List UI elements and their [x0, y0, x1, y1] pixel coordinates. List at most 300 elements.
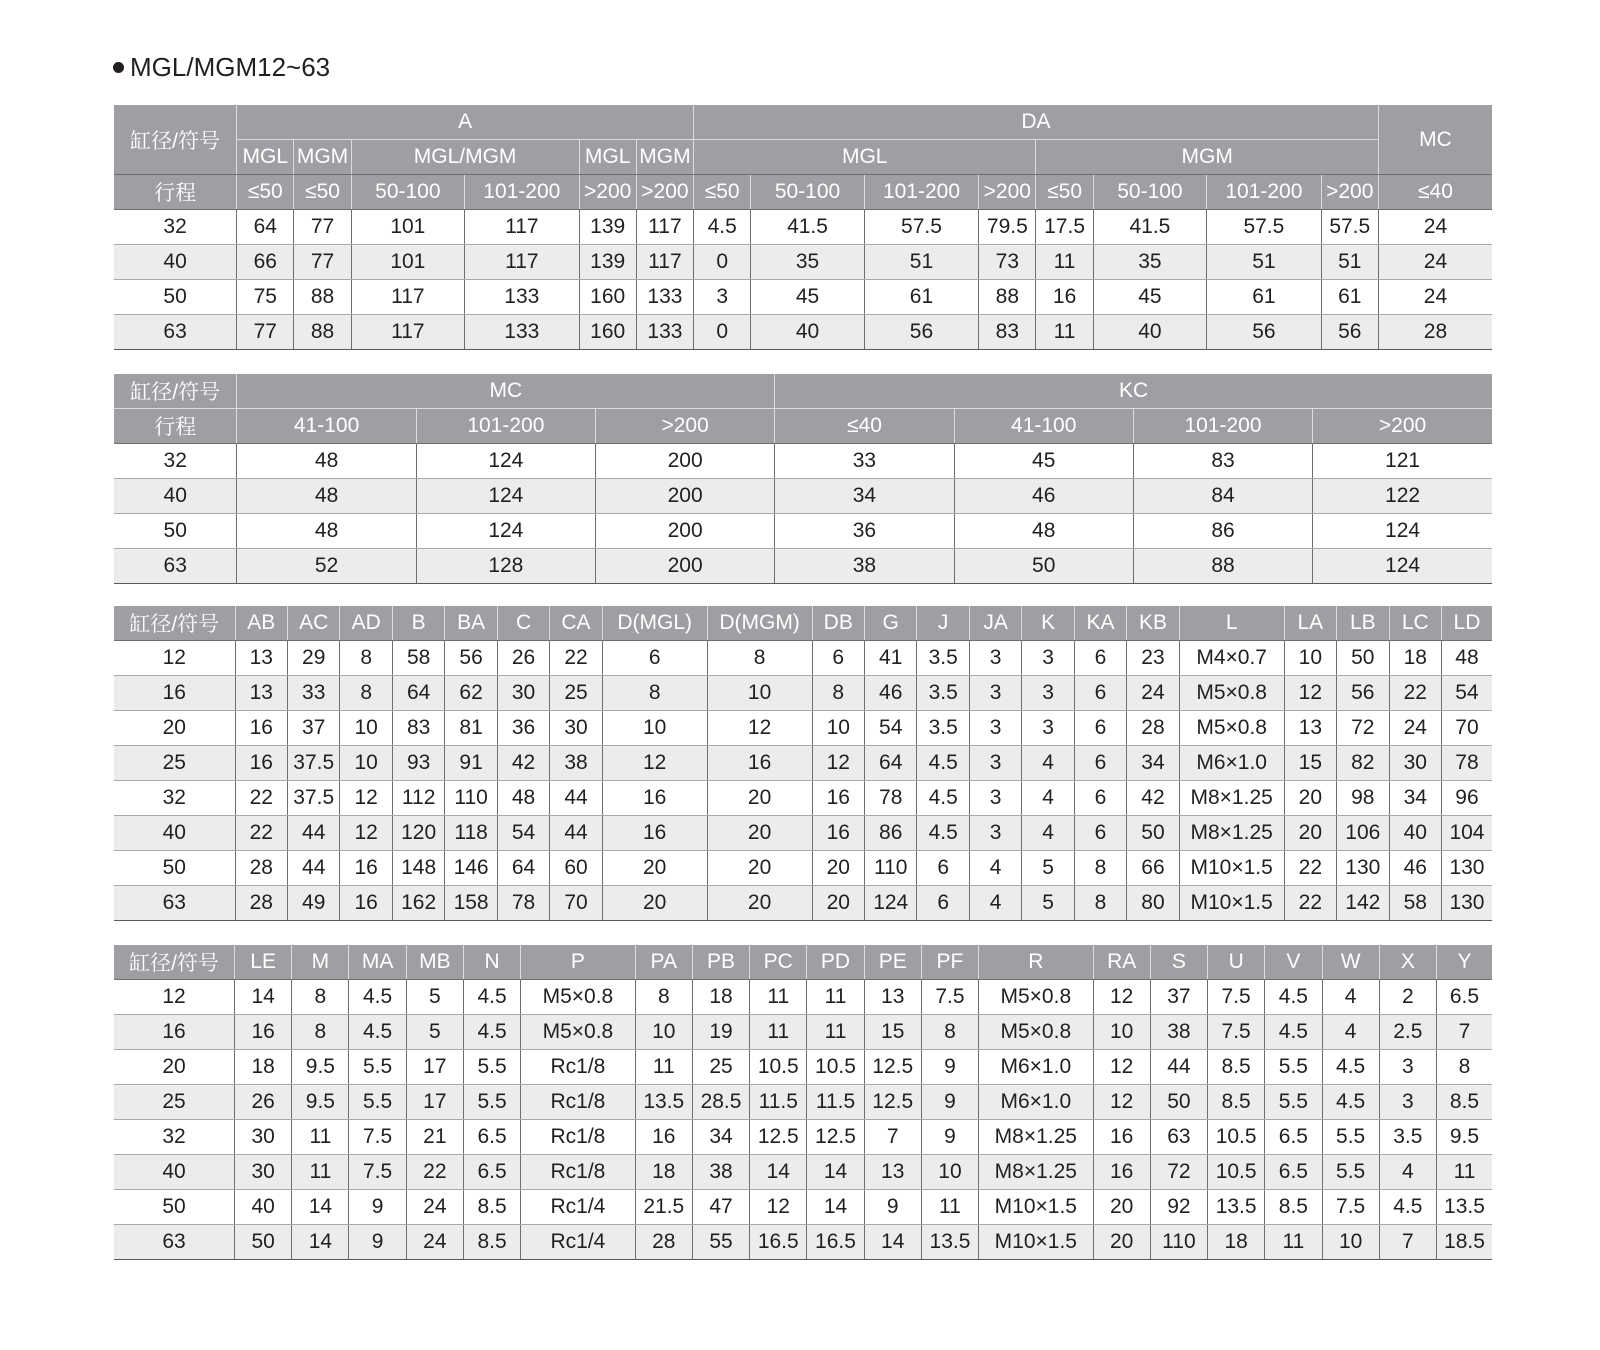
- table-cell: 6: [1074, 781, 1126, 816]
- stroke-range: 101-200: [1133, 409, 1312, 444]
- table-cell: 12: [1093, 980, 1150, 1015]
- table-cell: 11: [1036, 245, 1093, 280]
- column-header: KA: [1074, 606, 1126, 641]
- table-cell: M5×0.8: [521, 1015, 635, 1050]
- table-cell: 80: [1127, 886, 1179, 921]
- table-cell: 55: [692, 1225, 749, 1260]
- table-cell: 139: [579, 245, 636, 280]
- table-cell: 78: [1441, 746, 1492, 781]
- table-cell: 12: [602, 746, 707, 781]
- stroke-range: >200: [1321, 175, 1378, 210]
- table-cell: 110: [1150, 1225, 1207, 1260]
- column-header: U: [1208, 945, 1265, 980]
- table-cell: M5×0.8: [979, 980, 1093, 1015]
- column-header: BA: [445, 606, 497, 641]
- sub-header-mgm: MGM: [636, 140, 693, 175]
- table-cell: 3: [1022, 676, 1074, 711]
- table-cell: 10.5: [1208, 1155, 1265, 1190]
- table-cell: 37: [288, 711, 340, 746]
- column-header: JA: [969, 606, 1021, 641]
- table-cell: 9.5: [1436, 1120, 1492, 1155]
- table-cell: Rc1/8: [521, 1085, 635, 1120]
- column-header: Y: [1436, 945, 1492, 980]
- table-cell: 29: [288, 641, 340, 676]
- table-cell: 50: [1337, 641, 1389, 676]
- table-cell: 42: [497, 746, 549, 781]
- table-cell: M5×0.8: [1179, 676, 1284, 711]
- table-cell: 38: [550, 746, 602, 781]
- column-header: KB: [1127, 606, 1179, 641]
- table-cell: 57.5: [864, 210, 978, 245]
- table-cell: M10×1.5: [979, 1190, 1093, 1225]
- sub-header-mgl: MGL: [579, 140, 636, 175]
- table-cell: Rc1/8: [521, 1120, 635, 1155]
- table-cell: 16: [235, 711, 287, 746]
- table-cell: 10: [602, 711, 707, 746]
- group-header-da: DA: [694, 105, 1379, 140]
- table-cell: 13: [1284, 711, 1336, 746]
- table-cell: 57.5: [1207, 210, 1321, 245]
- table-cell: 200: [596, 444, 775, 479]
- table-cell: 8: [292, 980, 349, 1015]
- table-cell: 5.5: [1265, 1050, 1322, 1085]
- table-cell: 9.5: [292, 1050, 349, 1085]
- table-cell: 28.5: [692, 1085, 749, 1120]
- table-cell: 3: [969, 781, 1021, 816]
- table-cell: 16: [602, 816, 707, 851]
- table-cell: 11: [1436, 1155, 1492, 1190]
- column-header: PD: [807, 945, 864, 980]
- table-cell: 52: [237, 549, 416, 584]
- bore-size-cell: 25: [114, 746, 235, 781]
- table-cell: 17: [406, 1085, 463, 1120]
- table-cell: 10.5: [1208, 1120, 1265, 1155]
- table-cell: 40: [235, 1190, 292, 1225]
- table-cell: 18: [692, 980, 749, 1015]
- table-cell: 10: [1093, 1015, 1150, 1050]
- table-cell: 130: [1337, 851, 1389, 886]
- group-header-a: A: [237, 105, 694, 140]
- table-cell: 26: [235, 1085, 292, 1120]
- table-cell: 8: [1074, 851, 1126, 886]
- table-cell: 133: [636, 315, 693, 350]
- table-cell: 4.5: [694, 210, 751, 245]
- table-cell: 7: [1379, 1225, 1436, 1260]
- table-cell: 12: [340, 781, 392, 816]
- table-cell: 14: [807, 1190, 864, 1225]
- stroke-range: ≤50: [237, 175, 294, 210]
- table-cell: 40: [751, 315, 864, 350]
- table-cell: M4×0.7: [1179, 641, 1284, 676]
- table-cell: 101: [351, 245, 464, 280]
- table-row: [114, 746, 1492, 781]
- table-cell: 128: [416, 549, 595, 584]
- table-cell: 133: [465, 280, 579, 315]
- table-cell: 12: [707, 711, 812, 746]
- column-header: DB: [812, 606, 864, 641]
- table-cell: 86: [1133, 514, 1312, 549]
- table-cell: 22: [235, 781, 287, 816]
- table-cell: 8: [602, 676, 707, 711]
- bore-size-cell: 20: [114, 1050, 235, 1085]
- table-cell: 61: [1207, 280, 1321, 315]
- table-cell: 49: [288, 886, 340, 921]
- table-cell: 83: [392, 711, 444, 746]
- table-cell: 45: [751, 280, 864, 315]
- dimension-table-a-da-mc: [114, 105, 1492, 350]
- table-cell: 16: [340, 851, 392, 886]
- table-cell: 13.5: [1208, 1190, 1265, 1225]
- table-cell: 44: [1150, 1050, 1207, 1085]
- column-header: AD: [340, 606, 392, 641]
- table-cell: 13: [864, 980, 921, 1015]
- table-cell: 33: [288, 676, 340, 711]
- table-cell: 120: [392, 816, 444, 851]
- table-cell: 110: [864, 851, 916, 886]
- title-text: MGL/MGM12~63: [130, 52, 331, 82]
- table-cell: 124: [864, 886, 916, 921]
- column-header: C: [497, 606, 549, 641]
- table-cell: 82: [1337, 746, 1389, 781]
- table-cell: 66: [237, 245, 294, 280]
- table-cell: 48: [237, 514, 416, 549]
- table-cell: 93: [392, 746, 444, 781]
- table-cell: 24: [406, 1225, 463, 1260]
- table-cell: 0: [694, 315, 751, 350]
- table-cell: 124: [416, 514, 595, 549]
- table-cell: 37.5: [288, 781, 340, 816]
- table-cell: 44: [550, 816, 602, 851]
- table-cell: 124: [416, 444, 595, 479]
- table-cell: 78: [497, 886, 549, 921]
- column-header: L: [1179, 606, 1284, 641]
- table-cell: 48: [237, 444, 416, 479]
- column-header: LC: [1389, 606, 1441, 641]
- table-cell: 7.5: [1322, 1190, 1379, 1225]
- table-cell: 4: [1322, 980, 1379, 1015]
- table-cell: 56: [1337, 676, 1389, 711]
- table-cell: 10: [707, 676, 812, 711]
- column-header: R: [979, 945, 1093, 980]
- table-cell: 40: [1389, 816, 1441, 851]
- table-cell: 12: [812, 746, 864, 781]
- table-cell: 12: [340, 816, 392, 851]
- corner-header: 缸径/符号: [114, 945, 235, 980]
- table-cell: 117: [465, 210, 579, 245]
- table-cell: 37: [1150, 980, 1207, 1015]
- table-row: [114, 280, 1492, 315]
- table-cell: 21: [406, 1120, 463, 1155]
- table-cell: 5: [406, 1015, 463, 1050]
- table-cell: 160: [579, 315, 636, 350]
- column-header: M: [292, 945, 349, 980]
- table-cell: 3: [969, 641, 1021, 676]
- table-cell: 6.5: [1265, 1120, 1322, 1155]
- table-row: [114, 549, 1492, 584]
- table-cell: 77: [294, 245, 351, 280]
- table-cell: 5.5: [463, 1085, 520, 1120]
- table-cell: 18: [1389, 641, 1441, 676]
- column-header: MA: [349, 945, 406, 980]
- table-cell: 11: [292, 1120, 349, 1155]
- table-cell: 19: [692, 1015, 749, 1050]
- bore-size-cell: 32: [114, 781, 235, 816]
- stroke-range: 101-200: [1207, 175, 1321, 210]
- table-cell: 16: [1093, 1155, 1150, 1190]
- table-cell: 2.5: [1379, 1015, 1436, 1050]
- table-cell: 13: [235, 676, 287, 711]
- bore-size-cell: 50: [114, 1190, 235, 1225]
- table-cell: 58: [1389, 886, 1441, 921]
- table-cell: 6.5: [1436, 980, 1492, 1015]
- table-cell: 84: [1133, 479, 1312, 514]
- table-cell: 8.5: [1208, 1085, 1265, 1120]
- table-cell: 20: [602, 851, 707, 886]
- table-cell: 117: [636, 210, 693, 245]
- table-cell: 17: [406, 1050, 463, 1085]
- bore-size-cell: 63: [114, 549, 237, 584]
- table-cell: 3: [969, 746, 1021, 781]
- table-cell: 34: [1127, 746, 1179, 781]
- table-cell: 6: [1074, 641, 1126, 676]
- table-cell: 22: [1284, 851, 1336, 886]
- dimension-table-ab-ld: [114, 606, 1492, 921]
- table-cell: 16: [1036, 280, 1093, 315]
- table-cell: 86: [864, 816, 916, 851]
- table-cell: 51: [1321, 245, 1378, 280]
- bore-size-cell: 32: [114, 210, 237, 245]
- table-cell: 44: [550, 781, 602, 816]
- table-cell: 18.5: [1436, 1225, 1492, 1260]
- table-cell: Rc1/8: [521, 1050, 635, 1085]
- column-header: D(MGM): [707, 606, 812, 641]
- table-cell: 4: [1322, 1015, 1379, 1050]
- table-cell: 41: [864, 641, 916, 676]
- sub-header-da-mgl: MGL: [694, 140, 1036, 175]
- table-cell: M8×1.25: [979, 1120, 1093, 1155]
- table-cell: 5.5: [1322, 1120, 1379, 1155]
- table-cell: 16.5: [807, 1225, 864, 1260]
- table-cell: 35: [751, 245, 864, 280]
- table-row: [114, 1190, 1492, 1225]
- table-cell: 14: [292, 1225, 349, 1260]
- table-cell: 3: [1022, 711, 1074, 746]
- table-cell: 4.5: [1265, 1015, 1322, 1050]
- table-cell: 30: [497, 676, 549, 711]
- table-row: [114, 711, 1492, 746]
- bore-size-cell: 63: [114, 1225, 235, 1260]
- table-cell: 30: [235, 1155, 292, 1190]
- table-cell: 61: [864, 280, 978, 315]
- table-cell: 9: [349, 1225, 406, 1260]
- table-cell: 117: [351, 280, 464, 315]
- table-cell: 4.5: [917, 746, 969, 781]
- table-cell: 12.5: [864, 1050, 921, 1085]
- table-cell: 20: [707, 886, 812, 921]
- bore-size-cell: 40: [114, 1155, 235, 1190]
- table-cell: 12: [1093, 1085, 1150, 1120]
- column-header: S: [1150, 945, 1207, 980]
- table-cell: 160: [579, 280, 636, 315]
- table-cell: 20: [707, 816, 812, 851]
- table-cell: 13: [235, 641, 287, 676]
- table-cell: 20: [1284, 816, 1336, 851]
- table-cell: 7.5: [349, 1120, 406, 1155]
- table-cell: 6: [1074, 676, 1126, 711]
- stroke-range: >200: [579, 175, 636, 210]
- table-cell: 64: [237, 210, 294, 245]
- table-cell: 38: [775, 549, 954, 584]
- dimension-table-le-y: [114, 945, 1492, 1260]
- table-cell: 8: [1436, 1050, 1492, 1085]
- table-cell: 5: [1022, 886, 1074, 921]
- table-cell: 16: [1093, 1120, 1150, 1155]
- bore-size-cell: 40: [114, 245, 237, 280]
- table-cell: 57.5: [1321, 210, 1378, 245]
- table-cell: 11.5: [807, 1085, 864, 1120]
- table-cell: 34: [1389, 781, 1441, 816]
- table-cell: 48: [237, 479, 416, 514]
- table-cell: 117: [636, 245, 693, 280]
- table-cell: 6: [1074, 746, 1126, 781]
- table-cell: 11: [750, 1015, 807, 1050]
- table-cell: 4.5: [1265, 980, 1322, 1015]
- table-cell: 110: [445, 781, 497, 816]
- sub-header-da-mgm: MGM: [1036, 140, 1378, 175]
- table-cell: 8.5: [1436, 1085, 1492, 1120]
- table-cell: 22: [550, 641, 602, 676]
- table-cell: 10: [1284, 641, 1336, 676]
- table-cell: 7.5: [1208, 980, 1265, 1015]
- stroke-range: 50-100: [351, 175, 464, 210]
- table-cell: M5×0.8: [1179, 711, 1284, 746]
- table-cell: 130: [1441, 851, 1492, 886]
- table-cell: 8: [921, 1015, 978, 1050]
- table-cell: 124: [1313, 514, 1492, 549]
- stroke-label: 行程: [114, 409, 237, 444]
- table-cell: 20: [707, 851, 812, 886]
- table-cell: 46: [954, 479, 1133, 514]
- table-cell: 33: [775, 444, 954, 479]
- table-cell: 66: [1127, 851, 1179, 886]
- table-row: [114, 1225, 1492, 1260]
- table-cell: 6.5: [463, 1120, 520, 1155]
- bore-size-cell: 12: [114, 980, 235, 1015]
- table-cell: 4: [969, 851, 1021, 886]
- table-cell: 3.5: [917, 676, 969, 711]
- table-cell: 56: [1207, 315, 1321, 350]
- column-header: AB: [235, 606, 287, 641]
- stroke-range: ≤50: [694, 175, 751, 210]
- bore-size-cell: 40: [114, 816, 235, 851]
- table-cell: 30: [550, 711, 602, 746]
- dimension-table-mc-kc: [114, 374, 1492, 584]
- table-row: [114, 886, 1492, 921]
- table-cell: 8: [812, 676, 864, 711]
- stroke-range: >200: [596, 409, 775, 444]
- table-cell: 20: [812, 886, 864, 921]
- table-row: [114, 641, 1492, 676]
- table-cell: 50: [1127, 816, 1179, 851]
- table-row: [114, 1155, 1492, 1190]
- table-cell: 24: [1378, 280, 1492, 315]
- table-cell: 81: [445, 711, 497, 746]
- table-cell: 56: [1321, 315, 1378, 350]
- corner-header: 缸径/符号: [114, 105, 237, 175]
- table-cell: 104: [1441, 816, 1492, 851]
- table-cell: 8.5: [463, 1225, 520, 1260]
- table-row: [114, 1015, 1492, 1050]
- table-cell: 14: [292, 1190, 349, 1225]
- bore-size-cell: 16: [114, 676, 235, 711]
- column-header: J: [917, 606, 969, 641]
- table-cell: 50: [1150, 1085, 1207, 1120]
- table-cell: 61: [1321, 280, 1378, 315]
- table-cell: 18: [235, 1050, 292, 1085]
- table-cell: 28: [1378, 315, 1492, 350]
- table-cell: 91: [445, 746, 497, 781]
- table-cell: 72: [1150, 1155, 1207, 1190]
- table-cell: 9: [349, 1190, 406, 1225]
- table-cell: 56: [445, 641, 497, 676]
- stroke-range: 41-100: [954, 409, 1133, 444]
- table-cell: 20: [602, 886, 707, 921]
- table-cell: 40: [1093, 315, 1206, 350]
- table-cell: 11: [1036, 315, 1093, 350]
- table-cell: 4.5: [463, 980, 520, 1015]
- table-cell: 7: [864, 1120, 921, 1155]
- table-cell: 75: [237, 280, 294, 315]
- sub-header-mgl-mgm: MGL/MGM: [351, 140, 579, 175]
- table-cell: 4: [1022, 781, 1074, 816]
- table-cell: 4.5: [1322, 1050, 1379, 1085]
- table-cell: 200: [596, 479, 775, 514]
- table-cell: 41.5: [1093, 210, 1206, 245]
- table-cell: 11: [750, 980, 807, 1015]
- table-cell: 24: [406, 1190, 463, 1225]
- table-cell: 24: [1378, 245, 1492, 280]
- stroke-range: >200: [979, 175, 1036, 210]
- table-cell: 77: [294, 210, 351, 245]
- column-header: PE: [864, 945, 921, 980]
- stroke-range: 101-200: [416, 409, 595, 444]
- column-header: RA: [1093, 945, 1150, 980]
- table-cell: 78: [864, 781, 916, 816]
- stroke-range: 50-100: [1093, 175, 1206, 210]
- bore-size-cell: 40: [114, 479, 237, 514]
- column-header: CA: [550, 606, 602, 641]
- table-cell: 4.5: [917, 816, 969, 851]
- column-header: P: [521, 945, 635, 980]
- table-cell: 158: [445, 886, 497, 921]
- table-cell: 4: [1022, 746, 1074, 781]
- table-cell: 6: [1074, 711, 1126, 746]
- table-cell: 10.5: [807, 1050, 864, 1085]
- table-cell: 28: [635, 1225, 692, 1260]
- table-cell: 42: [1127, 781, 1179, 816]
- table-cell: 3: [1379, 1085, 1436, 1120]
- table-cell: 54: [864, 711, 916, 746]
- table-cell: 3: [694, 280, 751, 315]
- table-cell: 13.5: [921, 1225, 978, 1260]
- table-cell: 6: [917, 851, 969, 886]
- table-cell: 48: [497, 781, 549, 816]
- table-cell: 124: [1313, 549, 1492, 584]
- column-header: B: [392, 606, 444, 641]
- table-cell: 56: [864, 315, 978, 350]
- table-cell: 13.5: [1436, 1190, 1492, 1225]
- table-cell: 25: [692, 1050, 749, 1085]
